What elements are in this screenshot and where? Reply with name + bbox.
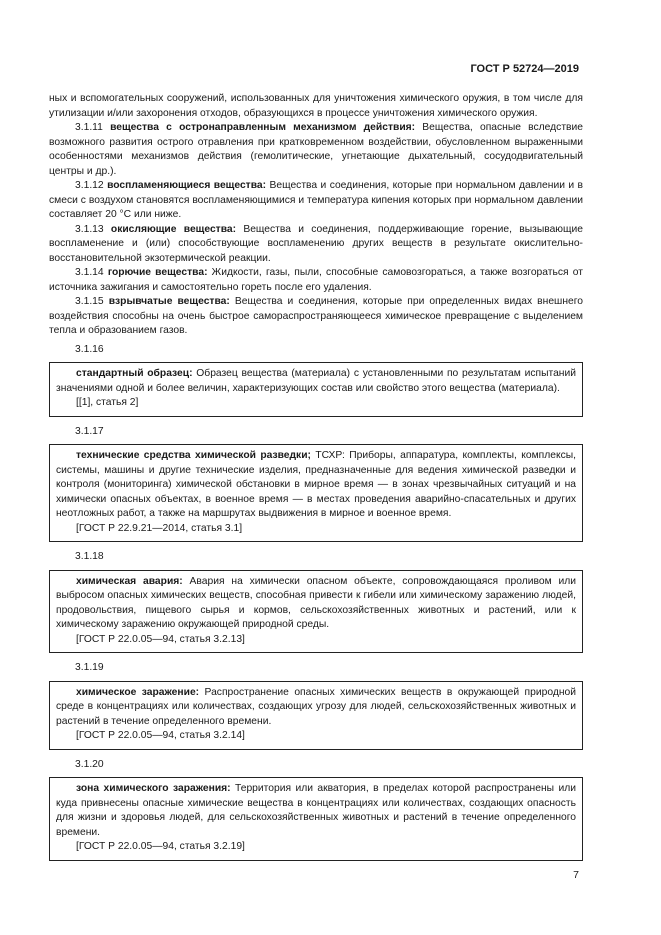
definition-box-3-1-18 — [49, 570, 583, 654]
definition-text: химическое заражение: Распространение опасных химических веществ в окружающей природной среде в концентрациях или количествах, создающих угрозу для людей, сельскохозяйственных животных и растений в течение определенного времени. — [56, 686, 576, 727]
document-code: ГОСТ Р 52724—2019 — [470, 63, 579, 75]
clause-number-3-1-19: 3.1.19 — [75, 662, 104, 673]
definition-box-3-1-20 — [49, 777, 583, 861]
definition-text: химическая авария: Авария на химически опасном объекте, сопровождающаяся проливом или выбросом опасных химических веществ, способная привести к гибели или химическому заражению людей, продовольствия, пищевого сырья и кормов, сельскохозяйственных животных и растений, или к химическому заражению окружающей природной среды. — [56, 575, 576, 630]
definition-3-1-14: 3.1.14 горючие вещества: Жидкости, газы, пыли, способные самовозгораться, а также возгораться от источника зажигания и самостоятельно гореть после его удаления. — [49, 267, 583, 293]
clause-number-3-1-20: 3.1.20 — [75, 758, 104, 770]
definition-source: [ГОСТ Р 22.0.05—94, статья 3.2.19] — [76, 841, 245, 852]
definition-text: технические средства химической разведки; ТСХР: Приборы, аппаратура, комплекты, комплексы, системы, машины и другие технические изделия, предназначенные для ведения химической разведки и контроля (мониторинга) химической обстановки в мирное время — в зонах чрезвычайных ситуаций и на химически опасных объектах, в военное время — в местах проведения аварийно-спасательных и других неотложных работ, а также на маршрутах выдвижения в мирное и военное время. — [56, 450, 576, 519]
page-number: 7 — [573, 869, 579, 881]
clause-number-3-1-17: 3.1.17 — [75, 425, 104, 437]
page-content — [49, 92, 583, 869]
definition-source: [[1], статья 2] — [76, 397, 139, 408]
definition-source: [ГОСТ Р 22.0.05—94, статья 3.2.14] — [76, 730, 245, 741]
definition-3-1-13: 3.1.13 окисляющие вещества: Вещества и соединения, поддерживающие горение, вызывающие воспламенение и (или) способствующие воспламенению других веществ в результате окислительно-восстановительной экзотермической реакции. — [49, 223, 583, 264]
definition-box-3-1-19 — [49, 681, 583, 750]
definition-text: стандартный образец: Образец вещества (материала) с установленными по результатам испытаний значениями одной и более величин, характеризующих состав или свойство этого вещества (материала). — [56, 368, 576, 394]
definition-3-1-15: 3.1.15 взрывчатые вещества: Вещества и соединения, которые при определенных видах внешнего воздействия способны на очень быстрое самораспространяющееся химическое превращение с выделением тепла и образованием газов. — [49, 296, 583, 336]
intro-paragraph: ных и вспомогательных сооружений, использованных для уничтожения химического оружия, в том числе для утилизации и/или захоронения отходов, образующихся в процессе уничтожения химического оружия. — [49, 93, 583, 119]
clause-number-3-1-16: 3.1.16 — [75, 343, 104, 355]
clause-number-3-1-18: 3.1.18 — [75, 551, 104, 562]
definition-source: [ГОСТ Р 22.9.21—2014, статья 3.1] — [76, 522, 243, 534]
definition-3-1-12: 3.1.12 воспламеняющиеся вещества: Вещества и соединения, которые при нормальном давлении и в смеси с воздухом становятся воспламеняющимися и температура кипения которых при нормальном давлении составляет 20 °С или ниже. — [49, 180, 583, 220]
definition-source: [ГОСТ Р 22.0.05—94, статья 3.2.13] — [76, 633, 245, 645]
definition-3-1-11: 3.1.11 вещества с остронаправленным механизмом действия: Вещества, опасные вследствие возможного развития острого отравления при кратковременном воздействии, обусловленном выраженными особенностями механизмов действия (гемолитические, угнетающие дыхательный, сосудодвигательный центры и др.). — [49, 122, 583, 177]
definition-box-3-1-16 — [49, 362, 583, 417]
definition-box-3-1-17 — [49, 444, 583, 542]
definition-text: зона химического заражения: Территория или акватория, в пределах которой распространены или куда привнесены опасные химические вещества в концентрациях или количествах, создающих опасность для жизни и здоровья людей, для сельскохозяйственных животных и растений в течение определенного времени. — [56, 783, 576, 838]
